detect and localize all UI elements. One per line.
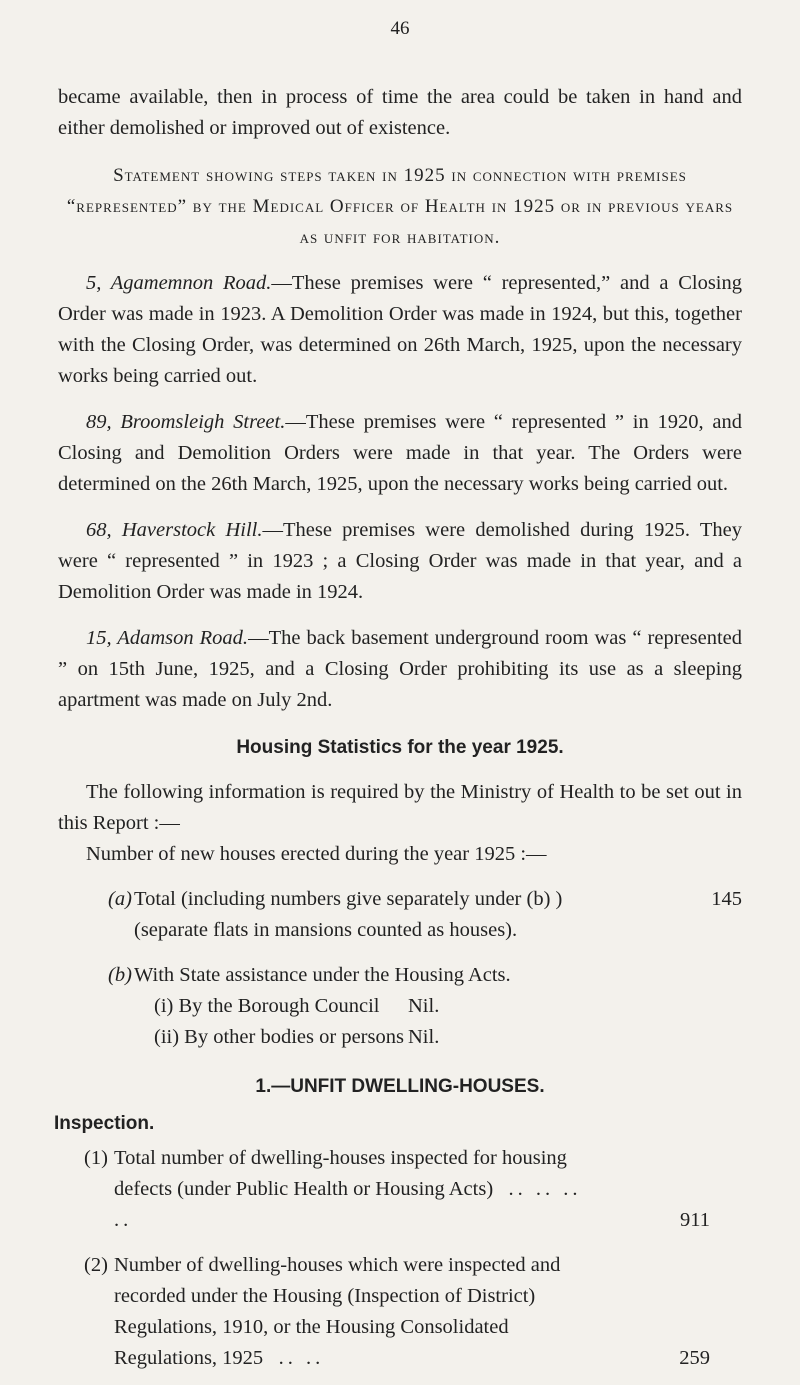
sub-item-borough-council	[154, 991, 742, 1022]
page-body	[54, 82, 742, 1374]
entry-haverstock-hill	[58, 515, 742, 608]
inspection-item-number: (2)	[84, 1254, 108, 1276]
leader-dots: .. .. .. ..	[114, 1178, 582, 1231]
entry-place: 89, Broomsleigh Street.	[86, 411, 286, 433]
entry-place: 68, Haverstock Hill.	[86, 519, 263, 541]
entry-broomsleigh-street	[58, 407, 742, 500]
sub-item-label: (ii) By other bodies or persons	[154, 1026, 404, 1048]
intro-paragraph: became available, then in process of time the area could be taken in hand and either demolished or improved out of existence.	[58, 86, 742, 139]
page-number: 46	[390, 18, 410, 39]
item-b-text: With State assistance under the Housing Acts.	[134, 964, 511, 986]
inspection-item-value: 911	[680, 1209, 710, 1231]
entry-text: —These premises were “ represented,” and a Closing Order was made in 1923. A Demolition Order was made in 1924, but this, together with the Closing Order, was determined on 26th March, 1925, upon the necessary works being carried out.	[58, 272, 742, 387]
housing-statistics-heading: Housing Statistics for the year 1925.	[236, 737, 564, 758]
inspection-item-text: Number of dwelling-houses which were inspected and recorded under the Housing (Inspection of District) Regulations, 1910, or the Housing Consolidated Regulations, 1925	[114, 1254, 561, 1369]
inspection-item-value: 259	[679, 1347, 710, 1369]
item-a-continuation: (separate flats in mansions counted as houses).	[134, 919, 518, 941]
leader-dots: .. ..	[278, 1347, 325, 1369]
entry-place: 5, Agamemnon Road.	[86, 272, 272, 294]
sub-item-other-bodies	[154, 1022, 742, 1053]
item-b	[58, 960, 742, 991]
item-b-marker: (b)	[108, 964, 132, 986]
inspection-item-2	[84, 1250, 742, 1374]
inspection-item-1	[84, 1143, 742, 1236]
sub-item-value: Nil.	[408, 1026, 440, 1048]
new-houses-label: Number of new houses erected during the year 1925 :—	[86, 843, 547, 865]
inspection-item-text: Total number of dwelling-houses inspected for housing defects (under Public Health or Housing Acts)	[114, 1147, 567, 1200]
entry-text: —The back basement underground room was “ represented ” on 15th June, 1925, and a Closing Order prohibiting its use as a sleeping apartment was made on July 2nd.	[58, 627, 742, 711]
sub-item-value: Nil.	[408, 995, 440, 1017]
housing-intro: The following information is required by the Ministry of Health to be set out in this Report :—	[58, 781, 742, 834]
statement-title: Statement showing steps taken in 1925 in connection with premises “represented” by the Medical Officer of Health in 1925 or in previous years as unfit for habitation.	[66, 165, 734, 248]
item-a-marker: (a)	[108, 888, 132, 910]
entry-agamemnon-road	[58, 268, 742, 392]
item-a-text: Total (including numbers give separately under (b) )	[134, 888, 563, 910]
item-a	[58, 884, 742, 915]
entry-text: —These premises were demolished during 1925. They were “ represented ” in 1923 ; a Closing Order was made in that year, and a Demolition Order was made in 1924.	[58, 519, 742, 603]
inspection-item-number: (1)	[84, 1147, 108, 1169]
entry-text: —These premises were “ represented ” in 1920, and Closing and Demolition Orders were made in that year. The Orders were determined on the 26th March, 1925, upon the necessary works being carried out.	[58, 411, 742, 495]
entry-adamson-road	[58, 623, 742, 716]
sub-item-label: (i) By the Borough Council	[154, 995, 380, 1017]
entry-place: 15, Adamson Road.	[86, 627, 249, 649]
inspection-subheading: Inspection.	[54, 1113, 155, 1134]
item-a-value: 145	[711, 888, 742, 910]
unfit-dwelling-houses-heading: 1.—UNFIT DWELLING-HOUSES.	[255, 1076, 545, 1097]
